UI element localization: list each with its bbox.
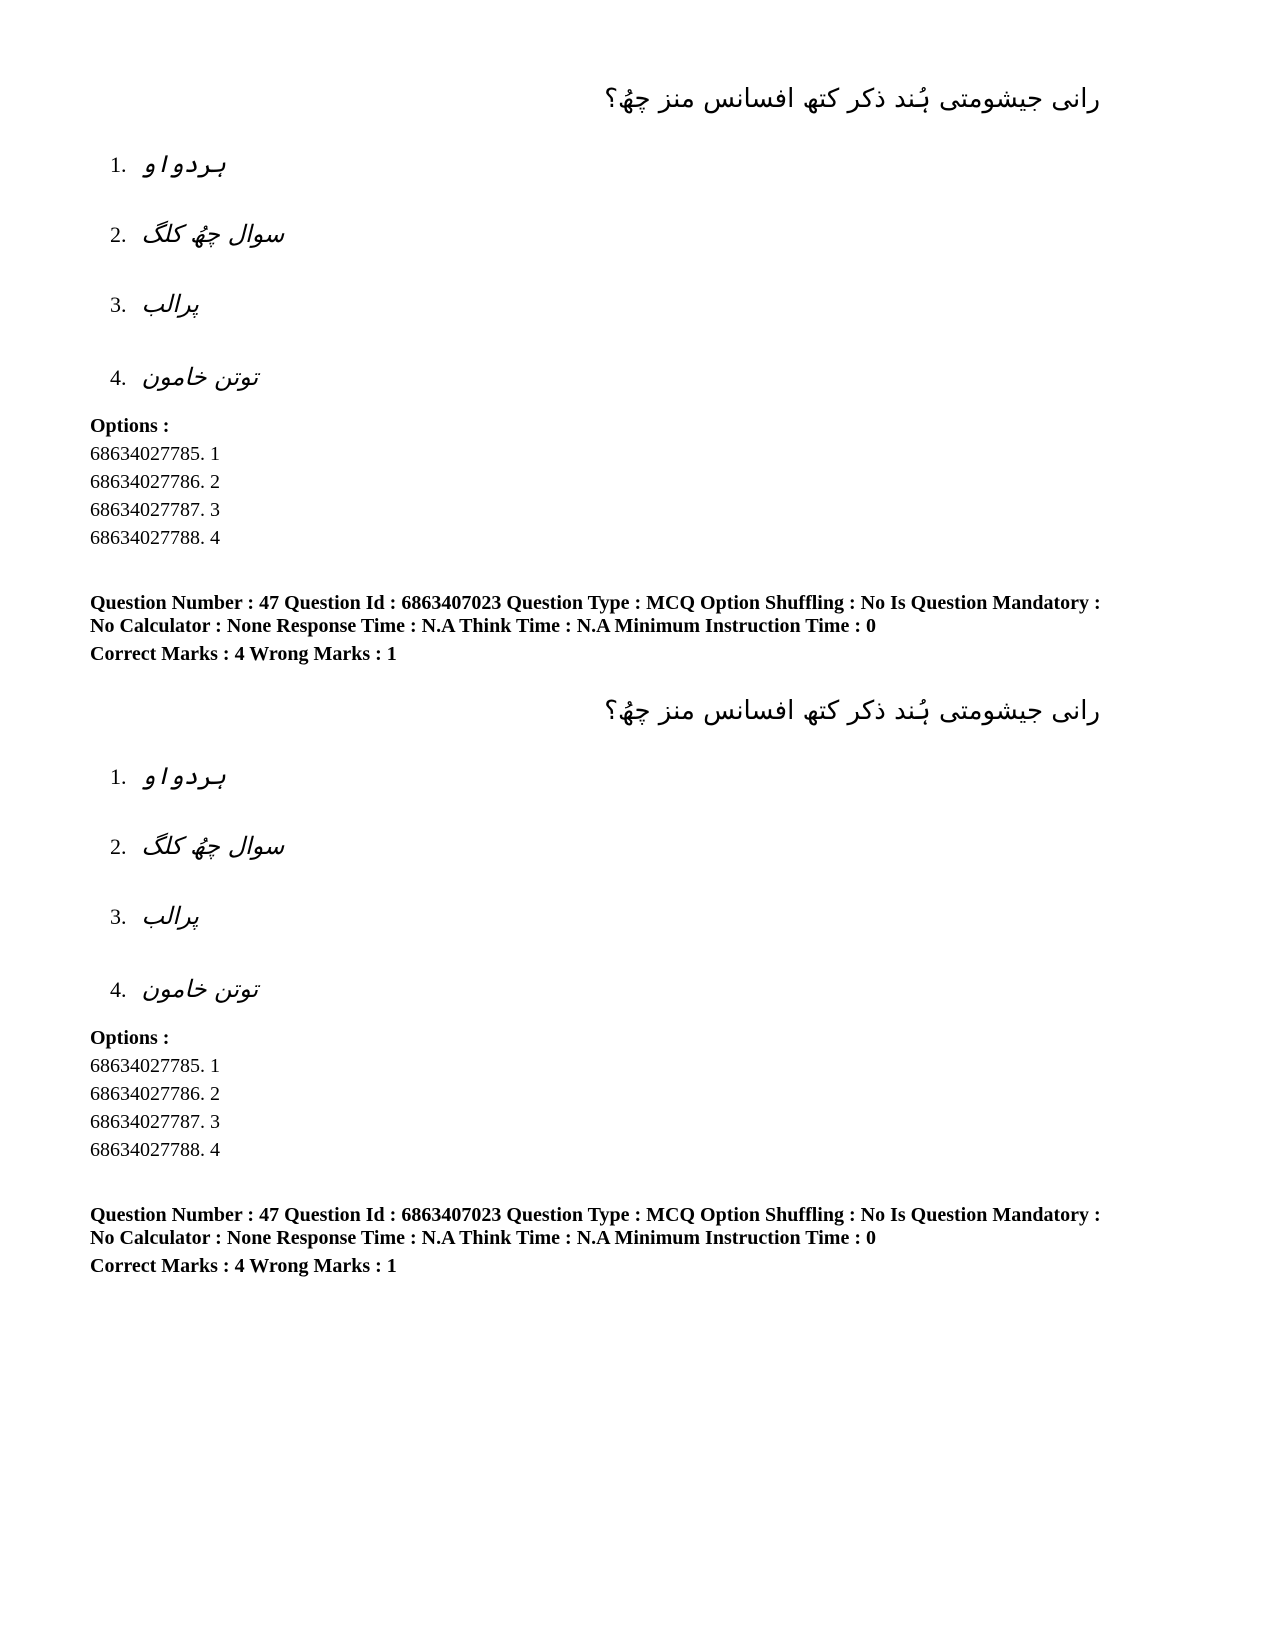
choice-line: 68634027788. 4 bbox=[90, 527, 220, 549]
options-label: Options : bbox=[90, 1027, 170, 1049]
meta-line: No Calculator : None Response Time : N.A Think Time : N.A Minimum Instruction Time : 0 bbox=[90, 615, 876, 637]
marks-line: Correct Marks : 4 Wrong Marks : 1 bbox=[90, 1255, 397, 1277]
meta-line: No Calculator : None Response Time : N.A Think Time : N.A Minimum Instruction Time : 0 bbox=[90, 1227, 876, 1249]
choice-line: 68634027785. 1 bbox=[90, 1055, 220, 1077]
choice-line: 68634027787. 3 bbox=[90, 499, 220, 521]
options-label: Options : bbox=[90, 415, 170, 437]
answer-number: 3. bbox=[110, 292, 127, 317]
answer-option-2 bbox=[110, 832, 284, 860]
choice-line: 68634027786. 2 bbox=[90, 471, 220, 493]
answer-text: توتن خامون bbox=[141, 363, 259, 391]
answer-option-3 bbox=[110, 290, 199, 318]
answer-number: 2. bbox=[110, 834, 127, 859]
marks-line: Correct Marks : 4 Wrong Marks : 1 bbox=[90, 643, 397, 665]
meta-line: Question Number : 47 Question Id : 6863407023 Question Type : MCQ Option Shuffling : No Is Question Mandatory : bbox=[90, 1204, 1101, 1226]
answer-text: ہردواو bbox=[141, 762, 226, 790]
answer-number: 1. bbox=[110, 764, 127, 789]
answer-option-2 bbox=[110, 220, 284, 248]
answer-option-1 bbox=[110, 150, 226, 178]
answer-number: 2. bbox=[110, 222, 127, 247]
choice-line: 68634027788. 4 bbox=[90, 1139, 220, 1161]
question-text: رانی جیشومتی ہُند ذکر کتھ افسانس منز چھُ؟ bbox=[604, 696, 1100, 726]
answer-number: 4. bbox=[110, 977, 127, 1002]
answer-option-3 bbox=[110, 902, 199, 930]
answer-option-4 bbox=[110, 975, 258, 1003]
answer-text: پرالب bbox=[141, 902, 199, 930]
answer-text: ہردواو bbox=[141, 150, 226, 178]
choice-line: 68634027787. 3 bbox=[90, 1111, 220, 1133]
question-meta bbox=[90, 1204, 1210, 1278]
meta-line: Question Number : 47 Question Id : 6863407023 Question Type : MCQ Option Shuffling : No Is Question Mandatory : bbox=[90, 592, 1101, 614]
choice-line: 68634027786. 2 bbox=[90, 1083, 220, 1105]
answer-option-4 bbox=[110, 363, 258, 391]
answer-text: توتن خامون bbox=[141, 975, 259, 1003]
answer-number: 4. bbox=[110, 365, 127, 390]
answer-text: سوال چھُ کلگ bbox=[141, 832, 285, 860]
answer-option-1 bbox=[110, 762, 226, 790]
choice-line: 68634027785. 1 bbox=[90, 443, 220, 465]
answer-text: پرالب bbox=[141, 290, 199, 318]
answer-number: 1. bbox=[110, 152, 127, 177]
question-meta bbox=[90, 592, 1210, 666]
answer-number: 3. bbox=[110, 904, 127, 929]
question-text: رانی جیشومتی ہُند ذکر کتھ افسانس منز چھُ؟ bbox=[604, 84, 1100, 114]
answer-text: سوال چھُ کلگ bbox=[141, 220, 285, 248]
